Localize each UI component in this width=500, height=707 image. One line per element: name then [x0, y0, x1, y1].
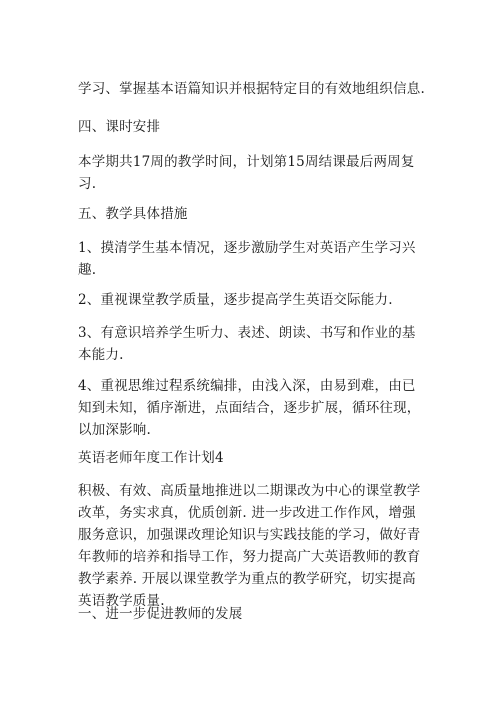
heading-schedule: 四、课时安排 [78, 119, 161, 135]
list-item-measure-4: 4、重视思维过程系统编排，由浅入深，由易到难，由已知到未知，循序渐进，点面结合，逐步扩展，循环往现，以加深影响. [78, 378, 421, 438]
paragraph-learning-skills: 学习、掌握基本语篇知识并根据特定目的有效地组织信息. [78, 81, 425, 97]
list-item-measure-1: 1、摸清学生基本情况，逐步激励学生对英语产生学习兴趣. [78, 240, 416, 278]
paragraph-plan-intro: 积极、有效、高质量地推进以二期课改为中心的课堂教学改革，务实求真，优质创新. 进一步改进工作作风，增强服务意识，加强课改理论知识与实践技能的学习，做好青年教师的培养和指导工作，努力提高广大英语教师的教育教学素养. 开展以课堂教学为重点的教学研究，切实提高英语教学质量. [78, 483, 421, 609]
section-title-plan-4: 英语老师年度工作计划4 [78, 450, 224, 466]
heading-measures: 五、教学具体措施 [78, 206, 188, 222]
list-item-measure-3: 3、有意识培养学生听力、表述、朗读、书写和作业的基本能力. [78, 325, 416, 363]
heading-teacher-development: 一、进一步促进教师的发展 [78, 606, 243, 622]
list-item-measure-2: 2、重视课堂教学质量，逐步提高学生英语交际能力. [78, 292, 393, 308]
paragraph-schedule: 本学期共17周的教学时间，计划第15周结课最后两周复习. [78, 154, 415, 192]
